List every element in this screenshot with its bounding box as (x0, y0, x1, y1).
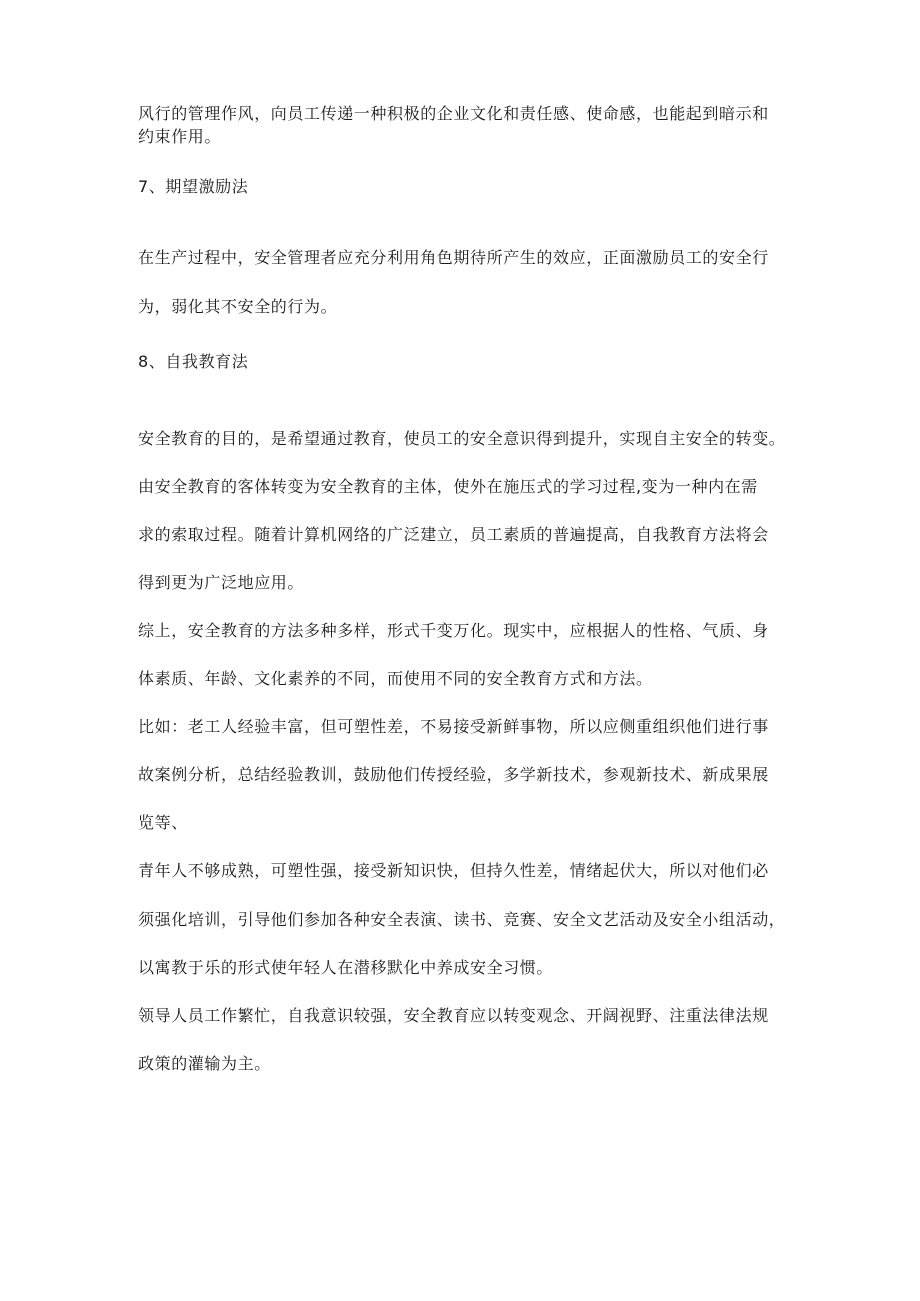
young-line-1: 青年人不够成熟，可塑性强，接受新知识快，但持久性差，情绪起伏大，所以对他们必 (138, 861, 769, 880)
intro-line-1: 风行的管理作风，向员工传递一种积极的企业文化和责任感、使命感，也能起到暗示和 (138, 104, 769, 123)
old-workers-line-3: 览等、 (138, 813, 188, 832)
section-heading-8: 8、自我教育法 (138, 352, 249, 371)
young-line-2: 须强化培训，引导他们参加各种安全表演、读书、竞赛、安全文艺活动及安全小组活动， (138, 910, 786, 929)
old-workers-line-1: 比如：老工人经验丰富，但可塑性差，不易接受新鲜事物，所以应侧重组织他们进行事 (138, 717, 769, 736)
section-7-line-2: 为，弱化其不安全的行为。 (138, 297, 338, 316)
section-8-line-4: 得到更为广泛地应用。 (138, 573, 305, 592)
section-heading-7: 7、期望激励法 (138, 177, 249, 196)
summary-line-2: 体素质、年龄、文化素养的不同，而使用不同的安全教育方式和方法。 (138, 669, 653, 688)
section-8-line-3: 求的索取过程。随着计算机网络的广泛建立，员工素质的普遍提高，自我教育方法将会 (138, 525, 769, 544)
old-workers-line-2: 故案例分析，总结经验教训，鼓励他们传授经验，多学新技术，参观新技术、新成果展 (138, 765, 769, 784)
young-line-3: 以寓教于乐的形式使年轻人在潜移默化中养成安全习惯。 (138, 958, 554, 977)
section-8-line-1: 安全教育的目的，是希望通过教育，使员工的安全意识得到提升，实现自主安全的转变。 (138, 429, 786, 448)
leaders-line-1: 领导人员工作繁忙，自我意识较强，安全教育应以转变观念、开阔视野、注重法律法规 (138, 1006, 769, 1025)
intro-line-2: 约束作用。 (138, 127, 222, 146)
section-8-line-2: 由安全教育的客体转变为安全教育的主体，使外在施压式的学习过程,变为一种内在需 (138, 477, 758, 496)
leaders-line-2: 政策的灌输为主。 (138, 1054, 271, 1073)
section-7-line-1: 在生产过程中，安全管理者应充分利用角色期待所产生的效应，正面激励员工的安全行 (138, 248, 769, 267)
summary-line-1: 综上，安全教育的方法多种多样，形式千变万化。现实中，应根据人的性格、气质、身 (138, 621, 769, 640)
